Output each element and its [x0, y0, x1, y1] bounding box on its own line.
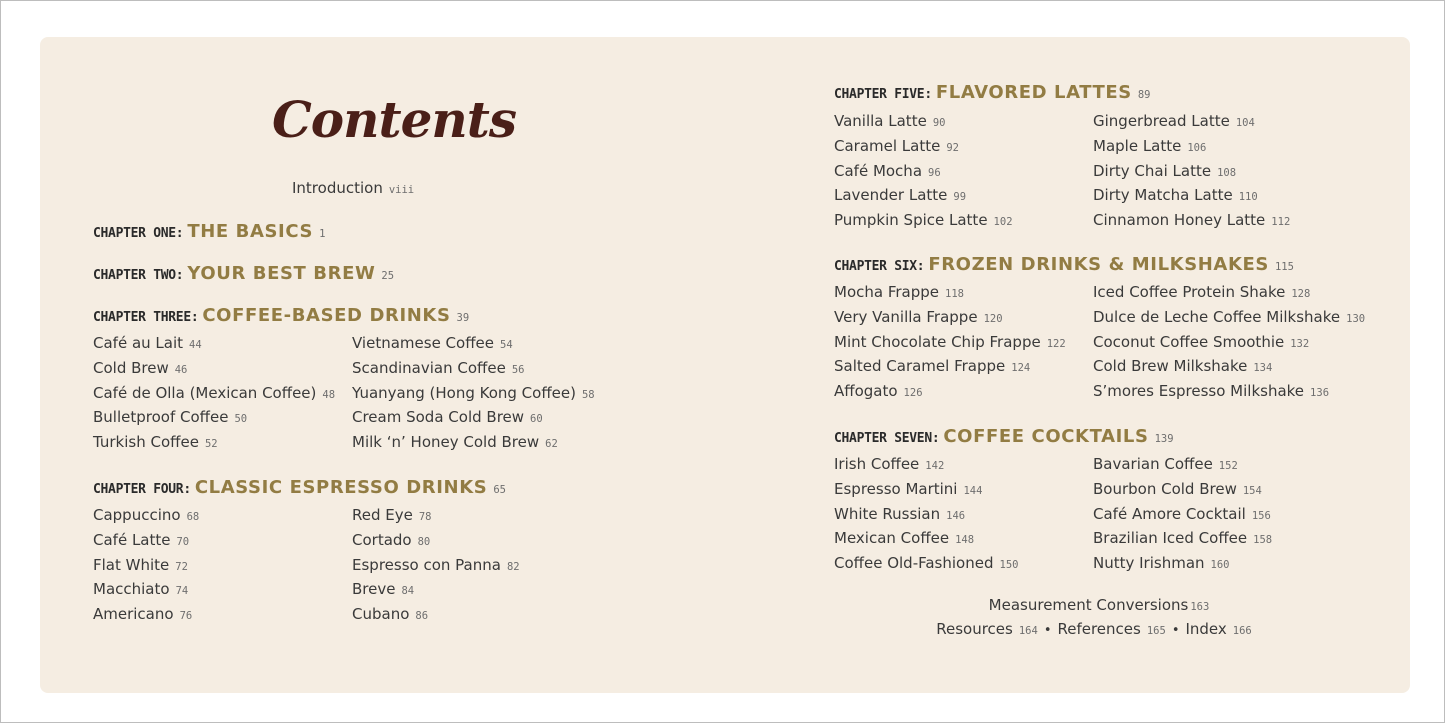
toc-resources[interactable]	[936, 619, 1038, 638]
introduction-label: Introduction	[292, 179, 383, 197]
toc-entry[interactable]	[1093, 381, 1329, 403]
introduction-page: viii	[388, 184, 415, 196]
entry-name: Macchiato	[93, 580, 170, 599]
entry-name: Vanilla Latte	[834, 112, 927, 130]
entry-name: Espresso Martini	[834, 479, 958, 498]
entry-name: Dirty Chai Latte	[1093, 161, 1212, 180]
entry-name: Bourbon Cold Brew	[1093, 479, 1237, 498]
entry-name: Turkish Coffee	[93, 433, 199, 452]
entry-page: 68	[186, 511, 200, 523]
entry-page: 144	[963, 484, 983, 497]
entry-page: 150	[999, 559, 1019, 572]
chapter-page: 89	[1137, 89, 1151, 101]
entry-page: 50	[234, 413, 248, 426]
entry-page: 78	[418, 511, 432, 523]
entry-name: Salted Caramel Frappe	[834, 357, 1006, 376]
chapter-two-heading[interactable]	[93, 264, 394, 286]
toc-entry[interactable]	[834, 136, 959, 158]
entry-name: Red Eye	[352, 506, 413, 524]
chapter-label: CHAPTER FIVE:	[834, 87, 932, 102]
chapter-label: CHAPTER SIX:	[834, 259, 925, 274]
chapter-page: 39	[456, 312, 470, 324]
toc-entry[interactable]	[1093, 161, 1236, 183]
chapter-page: 115	[1274, 261, 1294, 273]
measurement-label: Measurement Conversions	[988, 596, 1189, 614]
entry-page: 104	[1235, 117, 1255, 129]
chapter-seven-heading[interactable]	[834, 427, 1174, 449]
toc-entry[interactable]	[1093, 136, 1206, 158]
references-label: References	[1057, 620, 1141, 638]
entry-page: 152	[1218, 460, 1238, 472]
chapter-label: CHAPTER FOUR:	[93, 482, 191, 497]
entry-name: Café Mocha	[834, 161, 923, 180]
toc-entry[interactable]	[352, 505, 432, 527]
entry-page: 156	[1251, 509, 1271, 522]
entry-name: Cappuccino	[93, 506, 181, 524]
toc-entry[interactable]	[834, 307, 1003, 329]
entry-page: 124	[1011, 362, 1031, 375]
entry-page: 74	[175, 585, 189, 598]
chapter-four-heading[interactable]	[93, 478, 506, 500]
entry-name: S’mores Espresso Milkshake	[1093, 382, 1305, 401]
entry-name: Caramel Latte	[834, 136, 941, 155]
chapter-one-heading[interactable]	[93, 222, 325, 244]
chapter-five-heading[interactable]	[834, 83, 1151, 105]
toc-entry[interactable]	[352, 530, 430, 552]
chapter-label: CHAPTER SEVEN:	[834, 431, 940, 446]
chapter-three-heading[interactable]	[93, 306, 469, 328]
toc-entry[interactable]	[1093, 210, 1290, 232]
entry-page: 76	[179, 610, 193, 623]
toc-entry[interactable]	[352, 383, 595, 405]
toc-measurement-conversions[interactable]	[834, 595, 1364, 617]
entry-page: 148	[955, 534, 975, 547]
entry-name: Flat White	[93, 555, 170, 574]
toc-entry[interactable]	[93, 505, 199, 527]
toc-entry[interactable]	[1093, 282, 1310, 304]
page-title: Contents	[272, 90, 517, 149]
chapter-title: COFFEE COCKTAILS	[943, 426, 1149, 447]
entry-name: Maple Latte	[1093, 136, 1182, 155]
entry-name: Bavarian Coffee	[1093, 455, 1213, 473]
entry-name: Irish Coffee	[834, 455, 920, 473]
entry-page: 70	[176, 535, 190, 548]
index-label: Index	[1185, 620, 1227, 638]
entry-page: 86	[415, 610, 429, 623]
entry-name: Cold Brew	[93, 358, 169, 377]
entry-page: 106	[1187, 141, 1207, 154]
entry-name: Iced Coffee Protein Shake	[1093, 283, 1286, 301]
toc-entry[interactable]	[93, 432, 218, 454]
entry-page: 72	[175, 560, 188, 573]
toc-entry[interactable]	[1093, 356, 1272, 378]
references-page: 165	[1146, 625, 1166, 637]
toc-entry[interactable]	[93, 407, 247, 429]
entry-name: Mint Chocolate Chip Frappe	[834, 332, 1041, 351]
entry-page: 96	[928, 166, 941, 179]
entry-page: 82	[506, 560, 520, 573]
entry-name: Cinnamon Honey Latte	[1093, 211, 1266, 230]
entry-page: 126	[903, 387, 923, 400]
chapter-six-heading[interactable]	[834, 255, 1294, 277]
toc-entry[interactable]	[93, 358, 187, 380]
chapter-page: 1	[319, 228, 326, 240]
toc-entry[interactable]	[352, 604, 428, 626]
entry-page: 92	[946, 141, 959, 154]
chapter-label: CHAPTER THREE:	[93, 310, 199, 325]
entry-name: Nutty Irishman	[1093, 554, 1205, 573]
entry-page: 142	[925, 460, 945, 472]
entry-page: 60	[530, 413, 543, 426]
toc-entry[interactable]	[93, 333, 202, 355]
chapter-page: 139	[1154, 433, 1174, 445]
entry-name: White Russian	[834, 504, 941, 523]
toc-entry[interactable]	[93, 530, 189, 552]
entry-page: 132	[1290, 337, 1310, 350]
toc-entry[interactable]	[352, 333, 513, 355]
entry-page: 158	[1253, 534, 1273, 547]
entry-name: Mexican Coffee	[834, 529, 950, 548]
entry-page: 52	[204, 438, 218, 451]
chapter-title: YOUR BEST BREW	[187, 263, 376, 284]
toc-entry[interactable]	[834, 479, 982, 501]
entry-name: Café Amore Cocktail	[1093, 504, 1246, 523]
entry-name: Cold Brew Milkshake	[1093, 357, 1248, 376]
entry-name: Scandinavian Coffee	[352, 358, 506, 377]
separator-dot: •	[1171, 623, 1180, 638]
toc-entry[interactable]	[834, 454, 944, 476]
entry-page: 110	[1238, 191, 1258, 204]
toc-entry[interactable]	[1093, 553, 1230, 575]
toc-entry[interactable]	[834, 381, 923, 403]
toc-entry[interactable]	[93, 383, 335, 405]
toc-index[interactable]	[1185, 619, 1251, 638]
entry-page: 90	[932, 117, 946, 129]
toc-entry[interactable]	[1093, 454, 1238, 476]
entry-name: Dirty Matcha Latte	[1093, 186, 1233, 205]
entry-page: 46	[174, 363, 188, 376]
chapter-title: COFFEE-BASED DRINKS	[202, 305, 451, 326]
entry-page: 56	[511, 363, 525, 376]
entry-name: Cubano	[352, 605, 410, 624]
entry-page: 44	[189, 339, 202, 351]
entry-page: 146	[946, 509, 966, 522]
toc-entry[interactable]	[834, 185, 966, 207]
toc-entry[interactable]	[834, 210, 1013, 232]
entry-page: 80	[417, 535, 431, 548]
toc-entry[interactable]	[834, 504, 965, 526]
entry-page: 48	[322, 388, 336, 401]
entry-page: 54	[500, 339, 513, 351]
entry-name: Breve	[352, 580, 396, 599]
entry-name: Bulletproof Coffee	[93, 408, 229, 427]
entry-page: 108	[1217, 166, 1237, 179]
toc-entry[interactable]	[1093, 307, 1365, 329]
entry-page: 128	[1291, 288, 1311, 300]
toc-entry[interactable]	[834, 553, 1018, 575]
chapter-page: 25	[381, 270, 395, 282]
chapter-title: CLASSIC ESPRESSO DRINKS	[194, 477, 488, 498]
toc-entry[interactable]	[352, 358, 524, 380]
entry-name: Mocha Frappe	[834, 283, 939, 301]
toc-entry[interactable]	[1093, 185, 1258, 207]
toc-introduction[interactable]	[292, 178, 415, 200]
entry-name: Cortado	[352, 530, 412, 549]
entry-name: Gingerbread Latte	[1093, 112, 1230, 130]
toc-entry[interactable]	[93, 604, 192, 626]
entry-page: 120	[983, 312, 1003, 325]
entry-name: Café au Lait	[93, 334, 184, 352]
resources-label: Resources	[936, 620, 1013, 638]
resources-page: 164	[1018, 625, 1038, 637]
chapter-label: CHAPTER TWO:	[93, 268, 184, 283]
entry-page: 112	[1271, 216, 1291, 229]
toc-entry[interactable]	[1093, 479, 1262, 501]
toc-entry[interactable]	[1093, 504, 1271, 526]
entry-name: Affogato	[834, 382, 898, 401]
toc-entry[interactable]	[834, 282, 964, 304]
chapter-title: FLAVORED LATTES	[935, 82, 1132, 103]
chapter-title: THE BASICS	[187, 221, 314, 242]
toc-entry[interactable]	[93, 579, 188, 601]
toc-entry[interactable]	[93, 555, 188, 577]
entry-name: Coconut Coffee Smoothie	[1093, 332, 1285, 351]
toc-entry[interactable]	[834, 332, 1066, 354]
entry-page: 102	[993, 216, 1013, 229]
toc-entry[interactable]	[352, 579, 414, 601]
entry-name: Lavender Latte	[834, 186, 948, 205]
toc-entry[interactable]	[834, 356, 1030, 378]
entry-name: Coffee Old-Fashioned	[834, 554, 994, 573]
toc-entry[interactable]	[1093, 111, 1255, 133]
separator-dot: •	[1043, 623, 1052, 638]
entry-page: 62	[545, 438, 558, 451]
toc-entry[interactable]	[352, 432, 558, 454]
toc-back-matter-row	[834, 619, 1354, 641]
toc-entry[interactable]	[834, 111, 945, 133]
entry-name: Brazilian Iced Coffee	[1093, 529, 1248, 548]
entry-page: 122	[1046, 337, 1066, 350]
entry-name: Café de Olla (Mexican Coffee)	[93, 383, 317, 402]
entry-name: Milk ‘n’ Honey Cold Brew	[352, 433, 540, 452]
measurement-page: 163	[1190, 601, 1210, 613]
chapter-label: CHAPTER ONE:	[93, 226, 184, 241]
entry-page: 160	[1210, 559, 1230, 572]
entry-page: 134	[1253, 362, 1273, 375]
chapter-page: 65	[493, 484, 506, 496]
entry-page: 154	[1242, 484, 1262, 497]
toc-entry[interactable]	[834, 528, 974, 550]
entry-page: 136	[1310, 387, 1330, 400]
entry-name: Very Vanilla Frappe	[834, 307, 978, 326]
chapter-title: FROZEN DRINKS & MILKSHAKES	[928, 254, 1269, 275]
toc-entry[interactable]	[352, 407, 543, 429]
entry-page: 58	[581, 388, 595, 401]
toc-entry[interactable]	[352, 555, 520, 577]
entry-name: Vietnamese Coffee	[352, 334, 495, 352]
entry-page: 130	[1346, 312, 1366, 325]
toc-entry[interactable]	[1093, 332, 1309, 354]
entry-name: Americano	[93, 605, 174, 624]
toc-references[interactable]	[1057, 619, 1165, 638]
toc-entry[interactable]	[834, 161, 941, 183]
entry-name: Pumpkin Spice Latte	[834, 211, 988, 230]
entry-page: 99	[953, 191, 967, 204]
entry-page: 118	[945, 288, 964, 300]
entry-page: 84	[401, 585, 415, 598]
entry-name: Café Latte	[93, 530, 171, 549]
index-page: 166	[1232, 625, 1252, 637]
entry-name: Espresso con Panna	[352, 555, 501, 574]
entry-name: Cream Soda Cold Brew	[352, 408, 525, 427]
toc-entry[interactable]	[1093, 528, 1272, 550]
entry-name: Yuanyang (Hong Kong Coffee)	[352, 383, 576, 402]
entry-name: Dulce de Leche Coffee Milkshake	[1093, 307, 1341, 326]
